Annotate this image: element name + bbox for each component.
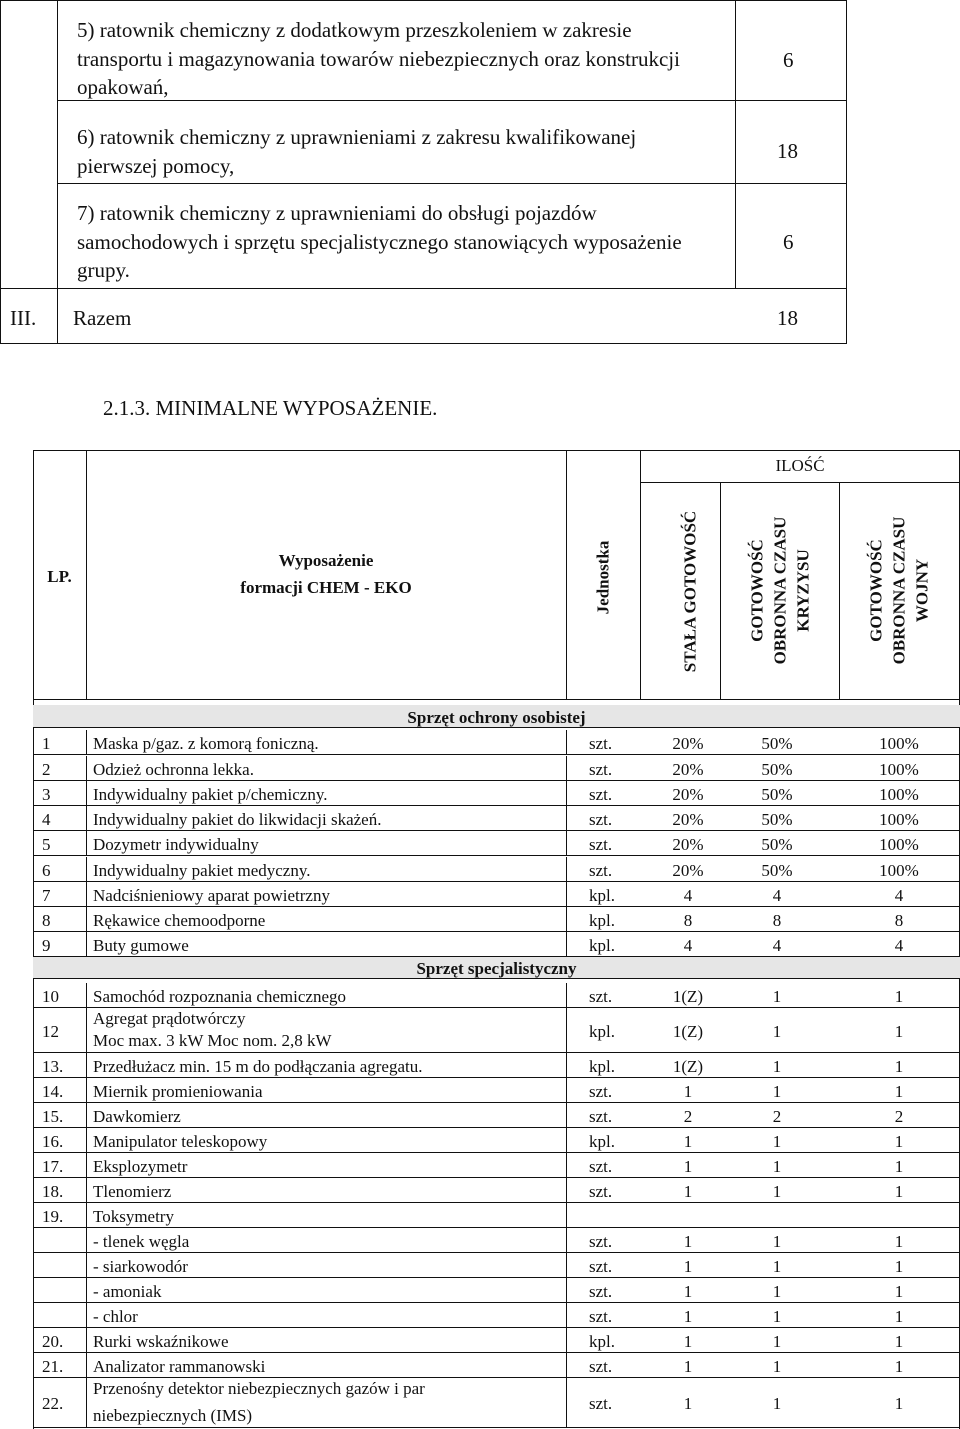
row-wojna: 100% — [879, 785, 919, 804]
header-stala: STAŁA GOTOWOŚĆ — [680, 510, 700, 673]
row-lp: 7 — [42, 886, 51, 905]
column-divider — [566, 781, 567, 806]
row-name-line2: Moc max. 3 kW Moc nom. 2,8 kW — [93, 1031, 332, 1050]
column-divider — [86, 1203, 87, 1228]
row-name: Agregat prądotwórczy — [93, 1009, 246, 1028]
row-wojna: 1 — [894, 1307, 904, 1326]
row-stala: 20% — [672, 861, 704, 880]
row-name: Przedłużacz min. 15 m do podłączania agregatu. — [93, 1057, 423, 1076]
header-kryzys-3: KRYZYSU — [793, 549, 813, 632]
row-kryzys: 8 — [772, 911, 782, 930]
column-divider — [566, 806, 567, 831]
row-name: Przenośny detektor niebezpiecznych gazów i par — [93, 1379, 425, 1398]
row-unit: szt. — [589, 987, 613, 1006]
row-kryzys: 2 — [772, 1107, 782, 1126]
column-divider — [566, 1008, 567, 1053]
row-kryzys: 50% — [761, 810, 793, 829]
table-border — [846, 0, 847, 344]
table-row — [0, 1103, 960, 1128]
row-kryzys: 1 — [772, 1057, 782, 1076]
header-unit: Jednostka — [593, 540, 613, 615]
row-stala: 1(Z) — [672, 1021, 704, 1041]
column-divider — [86, 932, 87, 957]
staff-table — [0, 0, 960, 360]
section-specialist-equipment: Sprzęt specjalistyczny — [416, 959, 577, 978]
header-kryzys-2: OBRONNA CZASU — [770, 516, 790, 665]
row-stala: 1 — [683, 1132, 693, 1151]
row-name: Rękawice chemoodporne — [93, 911, 266, 930]
row-unit: szt. — [589, 1182, 613, 1201]
role-6-count: 18 — [777, 139, 798, 163]
row-stala: 1 — [683, 1357, 693, 1376]
row-divider — [33, 855, 960, 856]
row-name: Indywidualny pakiet medyczny. — [93, 861, 311, 880]
row-stala: 4 — [683, 936, 693, 955]
column-divider — [566, 1328, 567, 1353]
row-wojna: 1 — [894, 1282, 904, 1301]
row-unit: szt. — [589, 1082, 613, 1101]
row-lp: 13. — [42, 1057, 64, 1076]
row-wojna: 1 — [894, 1182, 904, 1201]
row-lp: 12 — [42, 1021, 59, 1041]
row-lp: 19. — [42, 1207, 64, 1226]
row-kryzys: 1 — [772, 987, 782, 1006]
row-name: Samochód rozpoznania chemicznego — [93, 987, 347, 1006]
row-stala: 1 — [683, 1182, 693, 1201]
row-wojna: 1 — [894, 1394, 904, 1413]
row-unit: kpl. — [589, 1057, 615, 1076]
row-stala: 20% — [672, 785, 704, 804]
column-divider — [86, 1178, 87, 1203]
row-lp: 6 — [42, 861, 51, 880]
row-stala: 1 — [683, 1282, 693, 1301]
row-stala: 20% — [672, 760, 704, 779]
row-wojna: 1 — [894, 1332, 904, 1351]
row-stala: 1(Z) — [672, 987, 704, 1006]
column-divider — [566, 1378, 567, 1428]
column-divider — [566, 1178, 567, 1203]
table-row — [0, 1378, 960, 1428]
row-wojna: 100% — [879, 760, 919, 779]
table-row — [0, 1203, 960, 1228]
row-divider — [33, 1427, 960, 1428]
row-kryzys: 1 — [772, 1307, 782, 1326]
column-divider — [566, 1228, 567, 1253]
row-wojna: 1 — [894, 1357, 904, 1376]
row-name: Manipulator teleskopowy — [93, 1132, 268, 1151]
row-wojna: 100% — [879, 810, 919, 829]
column-divider — [86, 857, 87, 882]
table-border — [640, 450, 641, 699]
row-name: Eksplozymetr — [93, 1157, 188, 1176]
column-divider — [86, 1078, 87, 1103]
table-row — [0, 857, 960, 882]
row-unit: kpl. — [589, 911, 615, 930]
row-kryzys: 4 — [772, 936, 782, 955]
row-stala: 2 — [683, 1107, 693, 1126]
column-divider — [566, 1053, 567, 1078]
row-unit: szt. — [589, 861, 613, 880]
header-lp: LP. — [47, 567, 72, 586]
row-lp: 3 — [42, 785, 51, 804]
row-kryzys: 1 — [772, 1082, 782, 1101]
row-lp: 5 — [42, 835, 51, 854]
table-row — [0, 781, 960, 806]
row-unit: kpl. — [589, 1132, 615, 1151]
header-kryzys — [746, 491, 815, 691]
row-kryzys: 50% — [761, 861, 793, 880]
row-kryzys: 1 — [772, 1282, 782, 1301]
row-unit: kpl. — [589, 1332, 615, 1351]
row-wojna: 4 — [894, 936, 904, 955]
total-lp: III. — [10, 306, 37, 330]
column-divider — [86, 1253, 87, 1278]
row-name: Maska p/gaz. z komorą foniczną. — [93, 734, 319, 753]
column-divider — [566, 1128, 567, 1153]
table-row — [0, 1153, 960, 1178]
column-divider — [86, 831, 87, 856]
row-wojna: 8 — [894, 911, 904, 930]
row-wojna: 1 — [894, 1157, 904, 1176]
row-unit: szt. — [589, 760, 613, 779]
column-divider — [86, 1278, 87, 1303]
row-divider — [33, 956, 960, 957]
column-divider — [86, 882, 87, 907]
row-kryzys: 1 — [772, 1182, 782, 1201]
column-divider — [86, 907, 87, 932]
column-divider — [566, 1203, 567, 1228]
row-name-line2: niebezpiecznych (IMS) — [93, 1406, 253, 1425]
total-label: Razem — [73, 306, 132, 330]
row-stala: 1 — [683, 1307, 693, 1326]
table-row — [0, 1178, 960, 1203]
table-border — [566, 450, 567, 699]
column-divider — [566, 1078, 567, 1103]
table-row — [0, 907, 960, 932]
section-heading: 2.1.3. MINIMALNE WYPOSAŻENIE. — [103, 396, 438, 420]
header-wojna — [865, 491, 934, 691]
table-row — [0, 983, 960, 1008]
header-kryzys-1: GOTOWOŚĆ — [747, 539, 767, 642]
row-name: Nadciśnieniowy aparat powietrzny — [93, 886, 330, 905]
column-divider — [566, 1353, 567, 1378]
row-kryzys: 1 — [772, 1257, 782, 1276]
column-divider — [86, 1328, 87, 1353]
column-divider — [86, 806, 87, 831]
column-divider — [566, 882, 567, 907]
row-lp: 14. — [42, 1082, 64, 1101]
row-kryzys: 1 — [772, 1394, 782, 1413]
row-unit: szt. — [589, 1157, 613, 1176]
column-divider — [86, 1128, 87, 1153]
column-divider — [86, 1053, 87, 1078]
row-stala: 1 — [683, 1332, 693, 1351]
table-row — [0, 831, 960, 856]
row-wojna: 1 — [894, 1021, 904, 1041]
role-7-count: 6 — [783, 230, 794, 254]
row-name: Tlenomierz — [93, 1182, 172, 1201]
column-divider — [566, 1303, 567, 1328]
column-divider — [86, 1378, 87, 1428]
row-lp: 18. — [42, 1182, 64, 1201]
row-name: Toksymetry — [93, 1207, 174, 1226]
column-divider — [566, 983, 567, 1008]
table-border — [33, 450, 960, 451]
row-wojna: 1 — [894, 1082, 904, 1101]
row-wojna: 100% — [879, 835, 919, 854]
table-row — [0, 932, 960, 957]
row-lp: 16. — [42, 1132, 64, 1151]
row-stala: 1 — [683, 1082, 693, 1101]
row-lp: 9 — [42, 936, 51, 955]
role-5-text: 5) ratownik chemiczny z dodatkowym przeszkoleniem w zakresie transportu i magazynowania towarów niebezpiecznych oraz konstrukcji opakowań, — [77, 18, 680, 99]
row-lp: 17. — [42, 1157, 64, 1176]
row-unit: szt. — [589, 1357, 613, 1376]
row-kryzys: 50% — [761, 835, 793, 854]
row-name: Indywidualny pakiet p/chemiczny. — [93, 785, 328, 804]
row-wojna: 1 — [894, 1057, 904, 1076]
table-border — [33, 978, 960, 979]
row-lp: 21. — [42, 1357, 64, 1376]
table-row — [0, 1228, 960, 1253]
column-divider — [86, 730, 87, 755]
column-divider — [566, 756, 567, 781]
row-name: - chlor — [93, 1307, 138, 1326]
row-lp: 22. — [42, 1394, 64, 1413]
row-divider — [33, 754, 960, 755]
table-row — [0, 1353, 960, 1378]
row-lp: 2 — [42, 760, 51, 779]
row-name: Dozymetr indywidualny — [93, 835, 259, 854]
row-kryzys: 4 — [772, 886, 782, 905]
header-wojna-1: GOTOWOŚĆ — [866, 539, 886, 642]
row-unit: szt. — [589, 1107, 613, 1126]
column-divider — [86, 1103, 87, 1128]
row-wojna: 1 — [894, 1257, 904, 1276]
column-divider — [86, 1153, 87, 1178]
column-divider — [86, 781, 87, 806]
equipment-table — [0, 450, 960, 1429]
header-name-1: Wyposażenie — [278, 551, 374, 570]
row-kryzys: 1 — [772, 1332, 782, 1351]
row-stala: 1 — [683, 1157, 693, 1176]
table-border — [33, 727, 960, 728]
row-lp: 1 — [42, 734, 51, 753]
column-divider — [566, 1103, 567, 1128]
row-name: Indywidualny pakiet do likwidacji skażeń. — [93, 810, 382, 829]
column-divider — [566, 1278, 567, 1303]
column-divider — [566, 1253, 567, 1278]
row-unit: kpl. — [589, 1021, 615, 1041]
header-wojna-3: WOJNY — [912, 558, 932, 623]
table-border — [0, 0, 846, 1]
row-lp: 20. — [42, 1332, 64, 1351]
row-unit: szt. — [589, 785, 613, 804]
row-lp: 4 — [42, 810, 51, 829]
column-divider — [86, 983, 87, 1008]
row-name: Miernik promieniowania — [93, 1082, 263, 1101]
row-unit: szt. — [589, 1394, 613, 1413]
row-kryzys: 1 — [772, 1357, 782, 1376]
row-name: Odzież ochronna lekka. — [93, 760, 254, 779]
column-divider — [566, 907, 567, 932]
row-stala: 1 — [683, 1394, 693, 1413]
row-name: Rurki wskaźnikowe — [93, 1332, 229, 1351]
column-divider — [566, 857, 567, 882]
row-kryzys: 50% — [761, 734, 793, 753]
row-name: - siarkowodór — [93, 1257, 188, 1276]
row-wojna: 2 — [894, 1107, 904, 1126]
table-border — [640, 482, 960, 483]
column-divider — [566, 831, 567, 856]
row-lp: 10 — [42, 987, 59, 1006]
table-border — [735, 0, 736, 288]
table-border — [0, 343, 846, 344]
row-unit: kpl. — [589, 936, 615, 955]
table-row — [0, 882, 960, 907]
row-stala: 20% — [672, 810, 704, 829]
column-divider — [566, 730, 567, 755]
section-personal-protection: Sprzęt ochrony osobistej — [407, 708, 586, 727]
column-divider — [86, 1303, 87, 1328]
column-divider — [566, 1153, 567, 1178]
table-row — [0, 806, 960, 831]
role-6-text: 6) ratownik chemiczny z uprawnieniami z zakresu kwalifikowanej pierwszej pomocy, — [77, 125, 637, 178]
row-kryzys: 1 — [772, 1232, 782, 1251]
row-stala: 1 — [683, 1232, 693, 1251]
row-stala: 1(Z) — [672, 1057, 704, 1076]
row-kryzys: 1 — [772, 1132, 782, 1151]
row-unit: szt. — [589, 835, 613, 854]
table-border — [0, 288, 846, 289]
table-row — [0, 1328, 960, 1353]
row-stala: 1 — [683, 1257, 693, 1276]
row-wojna: 1 — [894, 1232, 904, 1251]
table-border — [57, 183, 847, 184]
table-row — [0, 730, 960, 755]
row-kryzys: 50% — [761, 760, 793, 779]
table-border — [0, 0, 1, 344]
row-lp: 15. — [42, 1107, 64, 1126]
header-ilosc: ILOŚĆ — [775, 456, 825, 475]
table-row — [0, 1128, 960, 1153]
table-border — [57, 0, 58, 344]
row-kryzys: 1 — [772, 1021, 782, 1041]
row-wojna: 1 — [894, 1132, 904, 1151]
column-divider — [86, 1353, 87, 1378]
row-wojna: 100% — [879, 861, 919, 880]
row-unit: szt. — [589, 734, 613, 753]
row-name: Analizator rammanowski — [93, 1357, 266, 1376]
row-kryzys: 1 — [772, 1157, 782, 1176]
table-border — [86, 450, 87, 699]
table-row — [0, 1008, 960, 1053]
role-7-text: 7) ratownik chemiczny z uprawnieniami do obsługi pojazdów samochodowych i sprzętu specjalistycznego stanowiących wyposażenie grupy. — [77, 201, 682, 282]
row-unit: szt. — [589, 1232, 613, 1251]
row-name: Dawkomierz — [93, 1107, 181, 1126]
row-unit: kpl. — [589, 886, 615, 905]
row-stala: 20% — [672, 734, 704, 753]
table-row — [0, 1303, 960, 1328]
role-5-count: 6 — [783, 48, 794, 72]
row-name: - tlenek węgla — [93, 1232, 190, 1251]
row-name: - amoniak — [93, 1282, 162, 1301]
column-divider — [86, 756, 87, 781]
row-stala: 20% — [672, 835, 704, 854]
column-divider — [566, 932, 567, 957]
row-stala: 8 — [683, 911, 693, 930]
row-wojna: 1 — [894, 987, 904, 1006]
table-row — [0, 1253, 960, 1278]
row-wojna: 4 — [894, 886, 904, 905]
row-lp: 8 — [42, 911, 51, 930]
column-divider — [86, 1228, 87, 1253]
table-border — [839, 482, 840, 699]
row-wojna: 100% — [879, 734, 919, 753]
table-border — [720, 482, 721, 699]
column-divider — [86, 1008, 87, 1053]
row-name: Buty gumowe — [93, 936, 189, 955]
table-row — [0, 1053, 960, 1078]
table-border — [33, 699, 960, 700]
table-row — [0, 1078, 960, 1103]
table-row — [0, 1278, 960, 1303]
table-row — [0, 756, 960, 781]
row-stala: 4 — [683, 886, 693, 905]
header-wojna-2: OBRONNA CZASU — [889, 516, 909, 665]
row-unit: szt. — [589, 810, 613, 829]
header-name-2: formacji CHEM - EKO — [240, 578, 412, 597]
row-unit: szt. — [589, 1282, 613, 1301]
total-count: 18 — [777, 306, 798, 330]
row-unit: szt. — [589, 1257, 613, 1276]
row-kryzys: 50% — [761, 785, 793, 804]
row-unit: szt. — [589, 1307, 613, 1326]
